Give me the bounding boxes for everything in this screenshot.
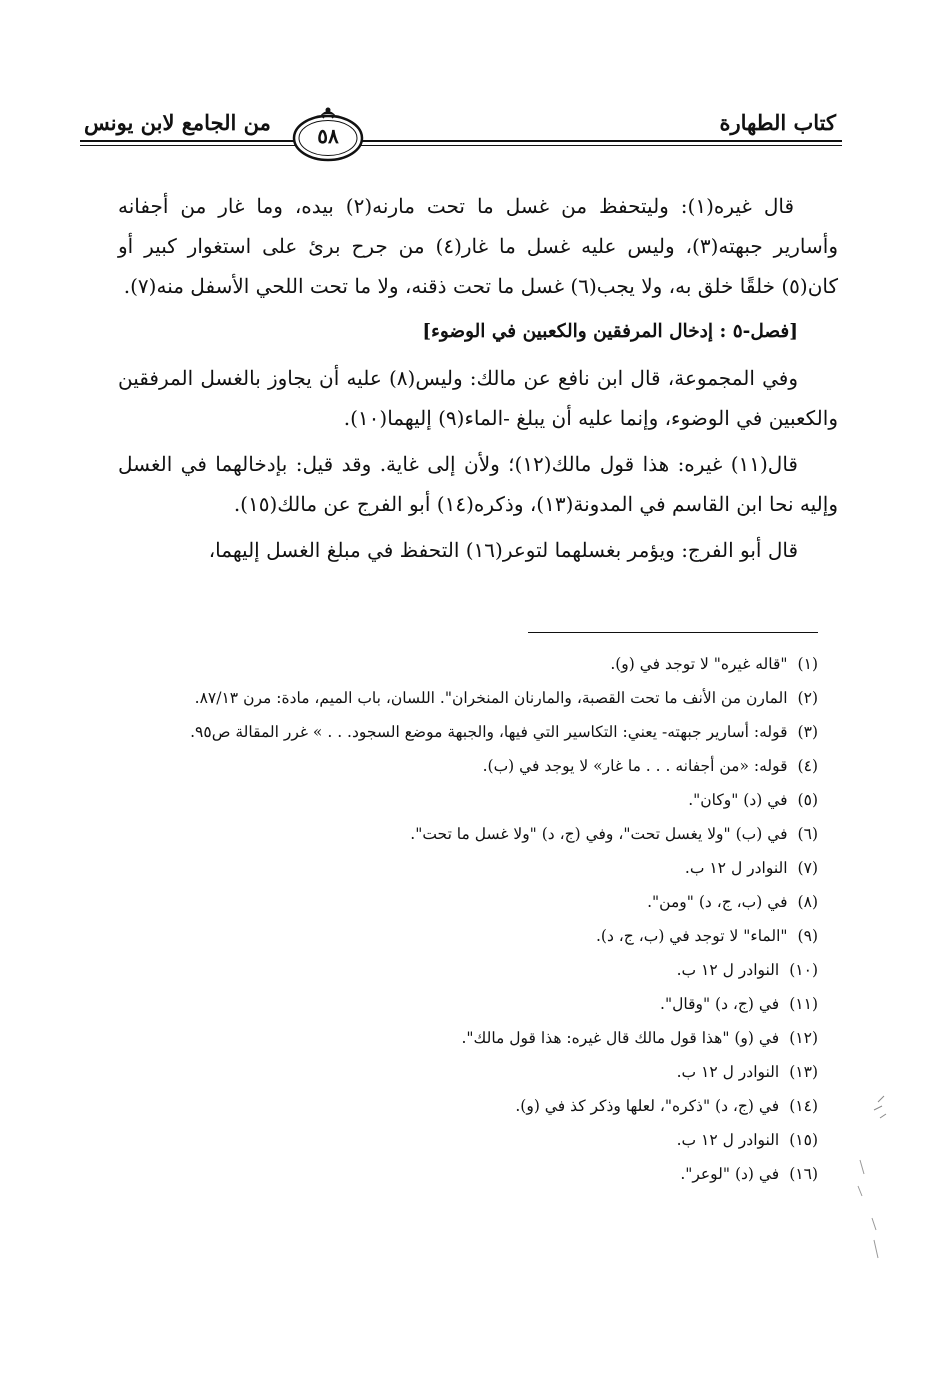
- scan-margin-marks: [850, 1090, 900, 1270]
- work-title: من الجامع لابن يونس: [84, 110, 271, 135]
- footnote-separator: [528, 632, 818, 633]
- footnote: (٥)في (د) "وكان".: [688, 791, 818, 809]
- footnote: (١٣)النوادر ل ١٢ ب.: [676, 1063, 818, 1081]
- footnote: (٢)المارن من الأنف ما تحت القصبة، والمارنان المنخران". اللسان، باب الميم، مادة: مرن ٨٧/١٣.: [194, 689, 818, 707]
- paragraph-3: قال(١١) غيره: هذا قول مالك(١٢)؛ ولأن إلى غاية. وقد قيل: بإدخالهما في الغسل وإليه نحا ابن القاسم في المدونة(١٣)، وذكره(١٤) أبو الفرج عن مالك(١٥).: [118, 452, 838, 516]
- section-heading: [فصل-٥ : إدخال المرفقين والكعبين في الوضوء]: [422, 321, 798, 342]
- footnote: (١٥)النوادر ل ١٢ ب.: [676, 1131, 818, 1149]
- footnote: (١٦)في (د) "لوعر".: [680, 1165, 818, 1183]
- header-rule: [80, 140, 842, 142]
- page-header: [80, 96, 842, 166]
- footnote: (١٢)في (و) "هذا قول مالك قال غيره: هذا قول مالك".: [461, 1029, 818, 1047]
- footnote: (٧)النوادر ل ١٢ ب.: [684, 859, 818, 877]
- footnote: (٩)"الماء" لا توجد في (ب، ج، د).: [595, 927, 818, 945]
- footnote: (١)"قاله غيره" لا توجد في (و).: [610, 655, 818, 673]
- footnote: (٨)في (ب، ج، د) "ومن".: [647, 893, 818, 911]
- footnote: (١١)في (ج، د) "وقال".: [660, 995, 818, 1013]
- footnote: (٦)في (ب) "ولا يغسل تحت"، وفي (ج، د) "ولا غسل ما تحت".: [410, 825, 818, 843]
- footnote: (١٠)النوادر ل ١٢ ب.: [676, 961, 818, 979]
- footnote: (٣)قوله: أسارير جبهته- يعني: التكاسير التي فيها، والجبهة موضع السجود. . . » غرر المقالة ص٩٥.: [190, 723, 818, 741]
- paragraph-1: قال غيره(١): وليتحفظ من غسل ما تحت مارنه(٢) بيده، وما غار من أجفانه وأسارير جبهته(٣)، وليس عليه غسل ما غار(٤) من جرح برئ على استغوار كبير أو كان(٥) خلقًا خلق به، ولا يجب(٦) غسل ما تحت ذقنه، ولا ما تحت اللحي الأسفل منه(٧).: [118, 194, 838, 298]
- footnote: (٤)قوله: «من أجفانه . . . ما غار» لا يوجد في (ب).: [482, 757, 818, 775]
- paragraph-2: وفي المجموعة، قال ابن نافع عن مالك: وليس(٨) عليه أن يجاوز بالغسل المرفقين والكعبين في الوضوء، وإنما عليه أن يبلغ -الماء(٩) إليهما(١٠).: [118, 366, 838, 430]
- main-text: [118, 186, 838, 576]
- paragraph-4: قال أبو الفرج: ويؤمر بغسلهما لتوعر(١٦) التحفظ في مبلغ الغسل إليهما،: [208, 538, 798, 562]
- book-title: كتاب الطهارة: [719, 110, 836, 135]
- page-number: ٥٨: [317, 124, 339, 148]
- footnote: (١٤)في (ج، د) "ذكره"، لعلها وذكر كذ في (و).: [515, 1097, 818, 1115]
- footnotes: [118, 650, 818, 1194]
- header-rule-thin: [80, 145, 842, 146]
- scan-artifact-icon: [850, 1090, 900, 1270]
- page-number-ornament: [290, 104, 366, 164]
